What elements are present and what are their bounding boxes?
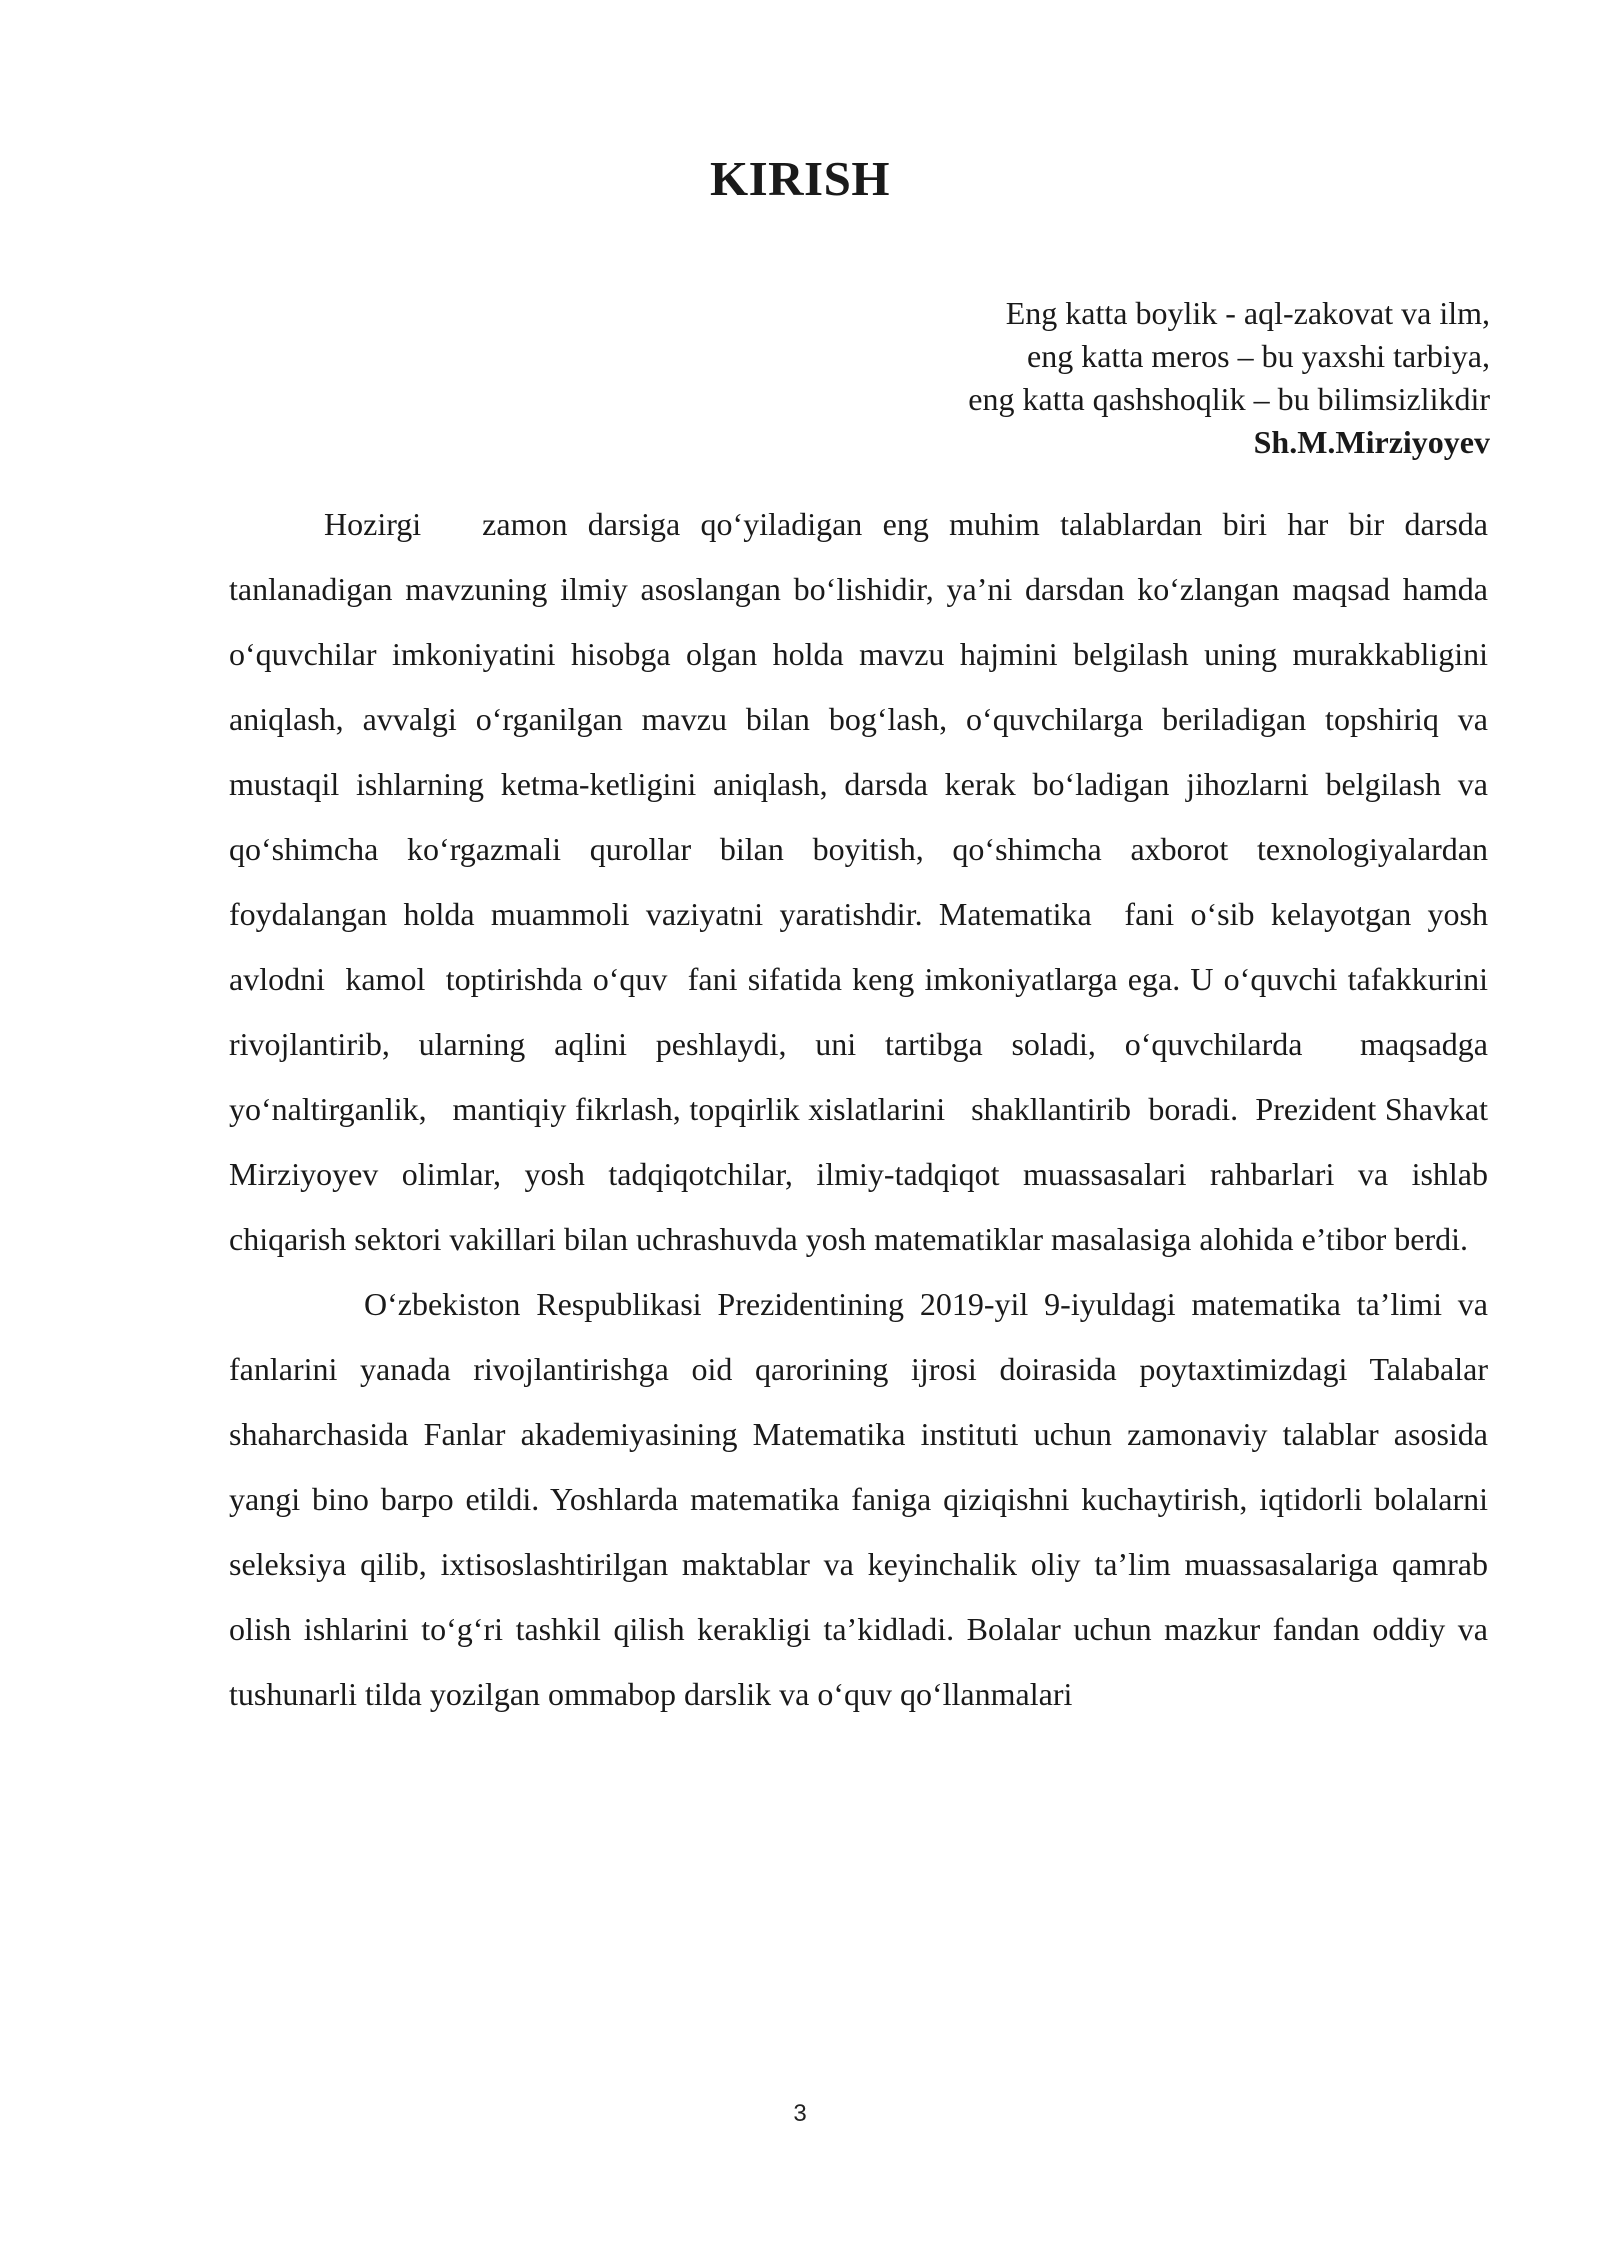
epigraph-line: Eng katta boylik - aql-zakovat va ilm, — [1005, 295, 1490, 331]
paragraph: Hozirgi zamon darsiga qo‘yiladigan eng muhim talablardan biri har bir darsda tanlanadigan mavzuning ilmiy asoslangan bo‘lishidir, ya’ni darsdan ko‘zlangan maqsad hamda o‘quvchilar imkoniyatini hisobga olgan holda mavzu hajmini belgilash uning murakkabligini aniqlash, avvalgi o‘rganilgan mavzu bilan bog‘lash, o‘quvchilarga beriladigan topshiriq va mustaqil ishlarning ketma-ketligini aniqlash, darsda kerak bo‘ladigan jihozlarni belgilash va qo‘shimcha ko‘rgazmali qurollar bilan boyitish, qo‘shimcha axborot texnologiyalardan foydalangan holda muammoli vaziyatni yaratishdir. Matematika fani o‘sib kelayotgan yosh avlodni kamol toptirishda o‘quv fani sifatida keng imkoniyatlarga ega. U o‘quvchi tafakkurini rivojlantirib, ularning aqlini peshlaydi, uni tartibga soladi, o‘quvchilarda maqsadga yo‘naltirganlik, mantiqiy fikrlash, topqirlik xislatlarini shakllantirib boradi. Prezident Shavkat Mirziyoyev olimlar, yosh tadqiqotchilar, ilmiy-tadqiqot muassasalari rahbarlari va ishlab chiqarish sektori vakillari bilan uchrashuvda yosh matematiklar masalasiga alohida e’tibor berdi. — [229, 506, 1504, 1257]
page-number: 3 — [793, 2100, 807, 2127]
epigraph-line: eng katta qashshoqlik – bu bilimsizlikdir — [968, 381, 1490, 417]
epigraph-author: Sh.M.Mirziyoyev — [1253, 424, 1490, 460]
epigraph-line: eng katta meros – bu yaxshi tarbiya, — [1027, 338, 1490, 374]
epigraph — [590, 292, 1490, 464]
page-title: KIRISH — [709, 151, 890, 206]
body-text — [229, 492, 1504, 1727]
paragraph: O‘zbekiston Respublikasi Prezidentining 2019-yil 9-iyuldagi matematika ta’limi va fanlarini yanada rivojlantirishga oid qarorining ijrosi doirasida poytaxtimizdagi Talabalar shaharchasida Fanlar akademiyasining Matematika instituti uchun zamonaviy talablar asosida yangi bino barpo etildi. Yoshlarda matematika faniga qiziqishni kuchaytirish, iqtidorli bolalarni seleksiya qilib, ixtisoslashtirilgan maktablar va keyinchalik oliy ta’lim muassasalariga qamrab olish ishlarini to‘g‘ri tashkil qilish kerakligi ta’kidladi. Bolalar uchun mazkur fandan oddiy va tushunarli tilda yozilgan ommabop darslik va o‘quv qo‘llanmalari — [229, 1286, 1496, 1712]
